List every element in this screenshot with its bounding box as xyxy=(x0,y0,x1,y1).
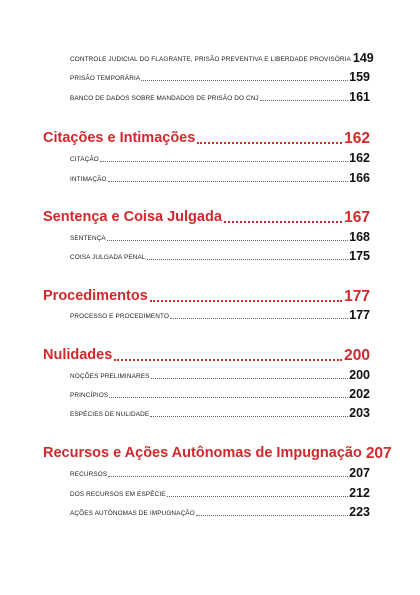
toc-entry-label: BANCO DE DADOS SOBRE MANDADOS DE PRISÃO DO CNJ xyxy=(70,95,259,102)
toc-entry-page: 159 xyxy=(349,70,370,84)
dot-leader xyxy=(196,515,348,516)
toc-entry-label: INTIMAÇÃO xyxy=(70,176,107,183)
toc-entry[interactable] xyxy=(70,368,370,382)
toc-chapter-heading[interactable] xyxy=(43,285,370,305)
toc-entry-label: NOÇÕES PRELIMINARES xyxy=(70,373,150,380)
dot-leader xyxy=(108,181,348,182)
toc-entry-label: SENTENÇA xyxy=(70,235,106,242)
toc-entry[interactable] xyxy=(70,230,370,244)
toc-entry-label: PROCESSO E PROCEDIMENTO xyxy=(70,313,170,320)
toc-entry[interactable] xyxy=(70,406,370,420)
toc-entry[interactable] xyxy=(70,308,370,322)
toc-entry[interactable] xyxy=(70,151,370,165)
toc-entry-label: AÇÕES AUTÔNOMAS DE IMPUGNAÇÃO xyxy=(70,510,195,517)
dot-leader xyxy=(167,496,349,497)
toc-chapter-heading[interactable] xyxy=(43,206,370,226)
toc-entry[interactable] xyxy=(70,466,370,480)
dot-leader xyxy=(197,142,342,144)
toc-entry-label: DOS RECURSOS EM ESPÉCIE xyxy=(70,491,166,498)
toc-entry-page: 161 xyxy=(349,90,370,104)
dot-leader xyxy=(150,300,342,302)
dot-leader xyxy=(107,240,348,241)
dot-leader xyxy=(114,359,342,361)
dot-leader xyxy=(109,397,348,398)
dot-leader xyxy=(170,318,348,319)
dot-leader xyxy=(141,80,348,81)
dot-leader xyxy=(151,378,349,379)
toc-entry[interactable] xyxy=(70,70,370,84)
dot-leader xyxy=(224,221,342,223)
chapter-title: Recursos e Ações Autônomas de Impugnação xyxy=(43,445,362,461)
toc-entry[interactable] xyxy=(70,51,374,65)
toc-entry-page: 212 xyxy=(349,486,370,500)
toc-entry[interactable] xyxy=(70,387,370,401)
toc-chapter-heading[interactable] xyxy=(43,344,370,364)
chapter-page: 207 xyxy=(365,445,392,462)
toc-entry-label: COISA JULGADA PENAL xyxy=(70,254,146,261)
toc-entry-label: CITAÇÃO xyxy=(70,156,99,163)
dot-leader xyxy=(150,416,348,417)
toc-entry[interactable] xyxy=(70,90,370,104)
toc-chapter-heading[interactable] xyxy=(43,442,392,462)
toc-entry-page: 166 xyxy=(349,171,370,185)
toc-entry[interactable] xyxy=(70,486,370,500)
toc-entry-label: CONTROLE JUDICIAL DO FLAGRANTE, PRISÃO PREVENTIVA E LIBERDADE PROVISÓRIA xyxy=(70,56,351,63)
chapter-page: 162 xyxy=(344,130,370,147)
chapter-page: 177 xyxy=(344,288,370,305)
toc-entry[interactable] xyxy=(70,249,370,263)
toc-entry-label: PRISÃO TEMPORÁRIA xyxy=(70,75,141,82)
toc-entry-page: 168 xyxy=(349,230,370,244)
dot-leader xyxy=(108,476,348,477)
chapter-title: Sentença e Coisa Julgada xyxy=(43,209,222,225)
toc-entry-page: 177 xyxy=(349,308,370,322)
toc-entry[interactable] xyxy=(70,505,370,519)
dot-leader xyxy=(260,100,348,101)
toc-entry-page: 175 xyxy=(349,249,370,263)
toc-entry-page: 202 xyxy=(349,387,370,401)
toc-entry-page: 203 xyxy=(349,406,370,420)
toc-entry-page: 149 xyxy=(352,51,374,65)
chapter-page: 200 xyxy=(344,347,370,364)
dot-leader xyxy=(147,259,349,260)
toc-entry-label: RECURSOS xyxy=(70,471,108,478)
chapter-title: Citações e Intimações xyxy=(43,130,196,146)
toc-entry-page: 207 xyxy=(349,466,370,480)
chapter-title: Procedimentos xyxy=(43,288,148,304)
chapter-page: 167 xyxy=(344,209,370,226)
toc-entry-page: 200 xyxy=(349,368,370,382)
toc-entry-page: 223 xyxy=(349,505,370,519)
toc-entry-label: ESPÉCIES DE NULIDADE xyxy=(70,411,150,418)
toc-entry-label: PRINCÍPIOS xyxy=(70,392,109,399)
chapter-title: Nulidades xyxy=(43,347,113,363)
toc-entry[interactable] xyxy=(70,171,370,185)
dot-leader xyxy=(100,161,348,162)
toc-entry-page: 162 xyxy=(349,151,370,165)
toc-chapter-heading[interactable] xyxy=(43,127,370,147)
